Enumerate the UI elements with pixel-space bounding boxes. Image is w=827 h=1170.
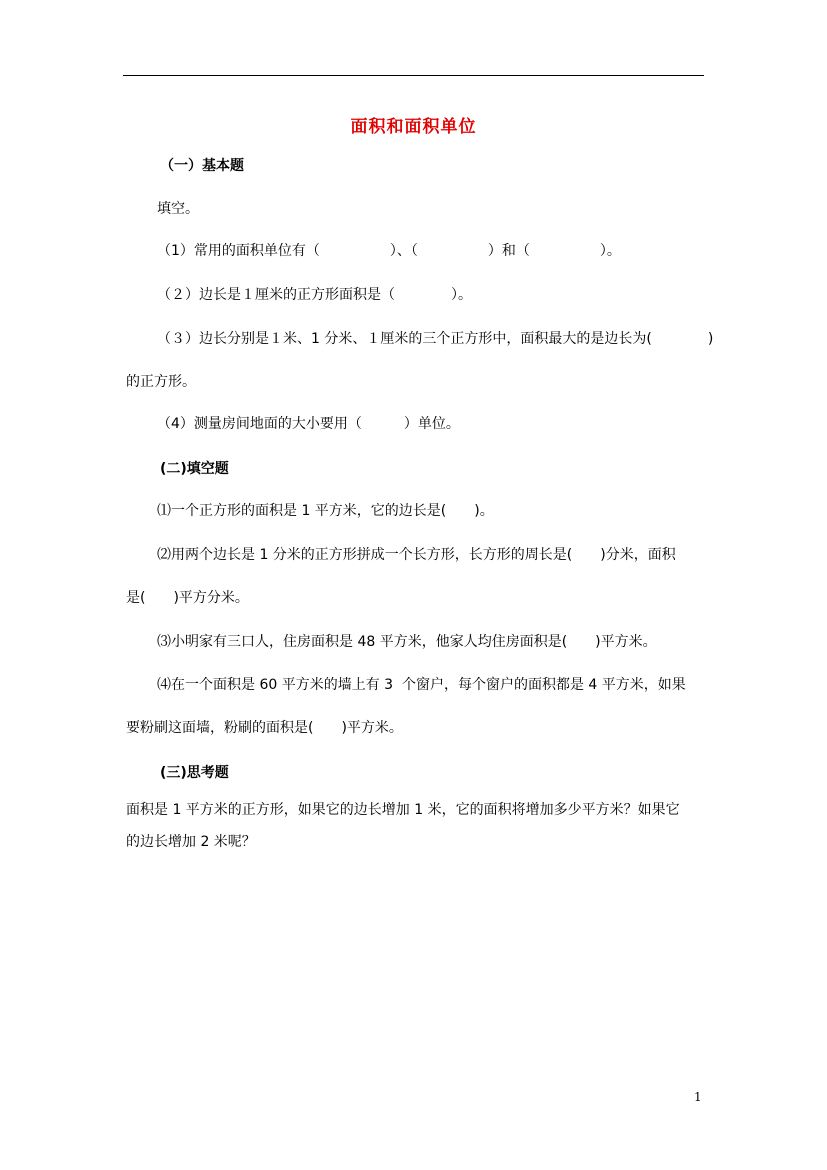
section1-question-3-line1: （３）边长分别是１米、1 分米、１厘米的三个正方形中，面积最大的是边长为( ) <box>157 331 714 347</box>
section3-text-line1: 面积是 1 平方米的正方形，如果它的边长增加 1 米，它的面积将增加多少平方米？如果它 <box>126 802 680 818</box>
section2-question-2-line1: ⑵用两个边长是 1 分米的正方形拼成一个长方形，长方形的周长是( )分米，面积 <box>157 547 676 563</box>
header-rule <box>123 75 704 76</box>
section2-question-4-line2: 要粉刷这面墙，粉刷的面积是( )平方米。 <box>126 720 403 736</box>
section2-heading: (二)填空题 <box>160 461 229 477</box>
section2-question-1: ⑴一个正方形的面积是 1 平方米，它的边长是( )。 <box>157 503 494 519</box>
section2-question-4-line1: ⑷在一个面积是 60 平方米的墙上有 3 个窗户，每个窗户的面积都是 4 平方米，如果 <box>157 677 686 693</box>
section2-question-2-line2: 是( )平方分米。 <box>126 590 249 606</box>
section3-text-line2: 的边长增加 2 米呢？ <box>126 834 256 850</box>
section1-question-4: （4）测量房间地面的大小要用（ ）单位。 <box>157 416 460 432</box>
section3-heading: (三)思考题 <box>160 765 229 781</box>
page-number: 1 <box>694 1090 702 1104</box>
section1-question-2: （２）边长是１厘米的正方形面积是（ ）。 <box>157 287 472 303</box>
page-title: 面积和面积单位 <box>350 117 477 137</box>
section1-question-1: （1）常用的面积单位有（ ）、（ ）和（ ）。 <box>157 243 621 259</box>
section1-question-3-line2: 的正方形。 <box>126 374 196 390</box>
section1-heading: （一）基本题 <box>160 158 244 174</box>
section1-intro: 填空。 <box>157 201 199 217</box>
section2-question-3: ⑶小明家有三口人，住房面积是 48 平方米，他家人均住房面积是( )平方米。 <box>157 634 657 650</box>
